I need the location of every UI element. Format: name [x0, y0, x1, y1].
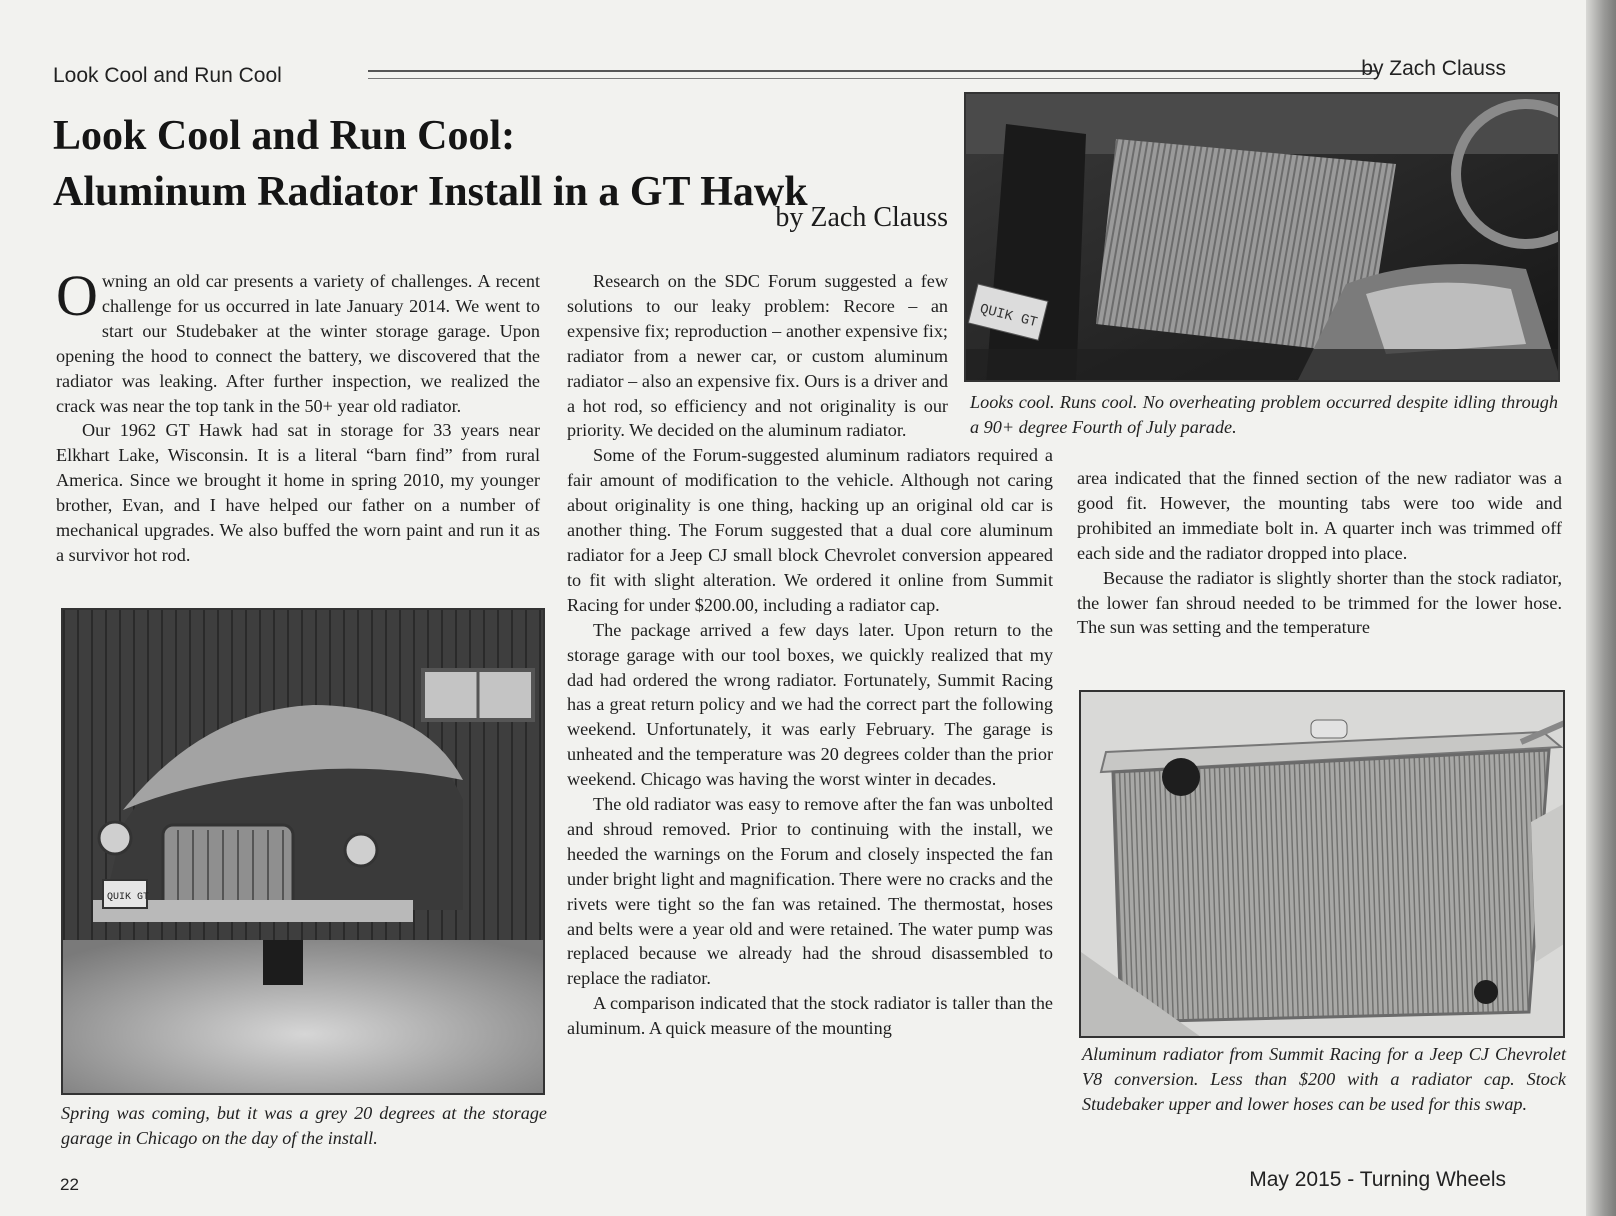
caption-engine-bay: Looks cool. Runs cool. No overheating problem occurred despite idling through a 90+ degree Fourth of July parade.: [970, 392, 1558, 437]
paragraph: A comparison indicated that the stock radiator is taller than the aluminum. A quick measure of the mounting: [567, 993, 1053, 1039]
radiator-image: [1081, 692, 1565, 1038]
paragraph: Because the radiator is slightly shorter than the stock radiator, the lower fan shroud needed to be trimmed for the lower hose. The sun was setting and the temperature: [1077, 567, 1562, 638]
photo-radiator: [1079, 690, 1565, 1038]
title-line-2: Aluminum Radiator Install in a GT Hawk: [53, 169, 808, 215]
engine-bay-plate-text: QUIK GT: [978, 301, 1039, 332]
paragraph: area indicated that the finned section of the new radiator was a good fit. However, the mounting tabs were too wide and prohibited an immediate bolt in. A quarter inch was trimmed off each side and the radiator dropped into place.: [1077, 468, 1562, 563]
paragraph-text: wning an old car presents a variety of challenges. A recent challenge for us occurred in late January 2014. We went to start our Studebaker at the winter storage garage. Upon opening the hood to connect the battery, we discovered that the radiator was leaking. After further inspection, we realized the crack was near the top tank in the 50+ year old radiator.: [56, 271, 540, 416]
paragraph: Our 1962 GT Hawk had sat in storage for 33 years near Elkhart Lake, Wisconsin. It is a literal “barn find” from rural America. Since we brought it home in spring 2010, my younger brother, Evan, and I have helped our father on a number of mechanical upgrades. We also buffed the worn paint and run it as a survivor hot rod.: [56, 420, 540, 565]
photo-garage: [61, 608, 545, 1095]
caption-radiator: Aluminum radiator from Summit Racing for a Jeep CJ Chevrolet V8 conversion. Less than $200 with a radiator cap. Stock Studebaker upper and lower hoses can be used for this swap.: [1082, 1044, 1566, 1114]
engine-bay-image: [966, 94, 1560, 382]
page-edge-shadow: [1586, 0, 1616, 1216]
issue-footer: May 2015 - Turning Wheels: [1249, 1168, 1506, 1191]
column-1: [56, 263, 540, 568]
drop-cap: O: [56, 263, 98, 328]
garage-image: [63, 610, 545, 1095]
caption-garage: Spring was coming, but it was a grey 20 degrees at the storage garage in Chicago on the day of the install.: [61, 1103, 547, 1148]
paragraph: [56, 263, 540, 418]
garage-plate-text: QUIK GT: [107, 892, 150, 903]
photo-engine-bay: [964, 92, 1560, 382]
paragraph: Research on the SDC Forum suggested a few solutions to our leaky problem: Recore – an expensive fix; reproduction – another expensive fix; radiator from a newer car, or custom aluminum radiator – also an expensive fix. Ours is a driver and a hot rod, so efficiency and not originality is our priority. We decided on the aluminum radiator.: [567, 271, 948, 441]
paragraph: The package arrived a few days later. Upon return to the storage garage with our tool boxes, we quickly realized that my dad had ordered the wrong radiator. Fortunately, Summit Racing has a great return policy and we had the correct part the following weekend. Unfortunately, it was early February. The garage is unheated and the temperature was 20 degrees colder than the prior weekend. Chicago was having the worst winter in decades.: [567, 619, 1053, 790]
column-3: [1077, 466, 1562, 640]
running-head-byline: by Zach Clauss: [1361, 57, 1506, 80]
paragraph: Some of the Forum-suggested aluminum radiators required a fair amount of modification to the vehicle. Although not caring about originality is one thing, hacking up an original old car is another thing. The Forum suggested that a dual core aluminum radiator for a Jeep CJ small block Chevrolet conversion appeared to fit with slight alteration. We ordered it online from Summit Racing for under $200.00, including a radiator cap.: [567, 445, 1053, 615]
paragraph: The old radiator was easy to remove after the fan was unbolted and shroud removed. Prior to continuing with the install, we heeded the warnings on the Forum and closely inspected the fan under bright light and magnification. There were no cracks and the rivets were tight so the fan was retained. The thermostat, hoses and belts were a year old and were retained. The water pump was replaced because we already had the shroud disassembled to replace the radiator.: [567, 794, 1054, 989]
running-head-section: Look Cool and Run Cool: [53, 64, 282, 87]
article-byline: by Zach Clauss: [775, 202, 948, 233]
header-rule: [368, 70, 1376, 79]
page-number: 22: [60, 1175, 79, 1194]
title-line-1: Look Cool and Run Cool:: [53, 113, 516, 159]
